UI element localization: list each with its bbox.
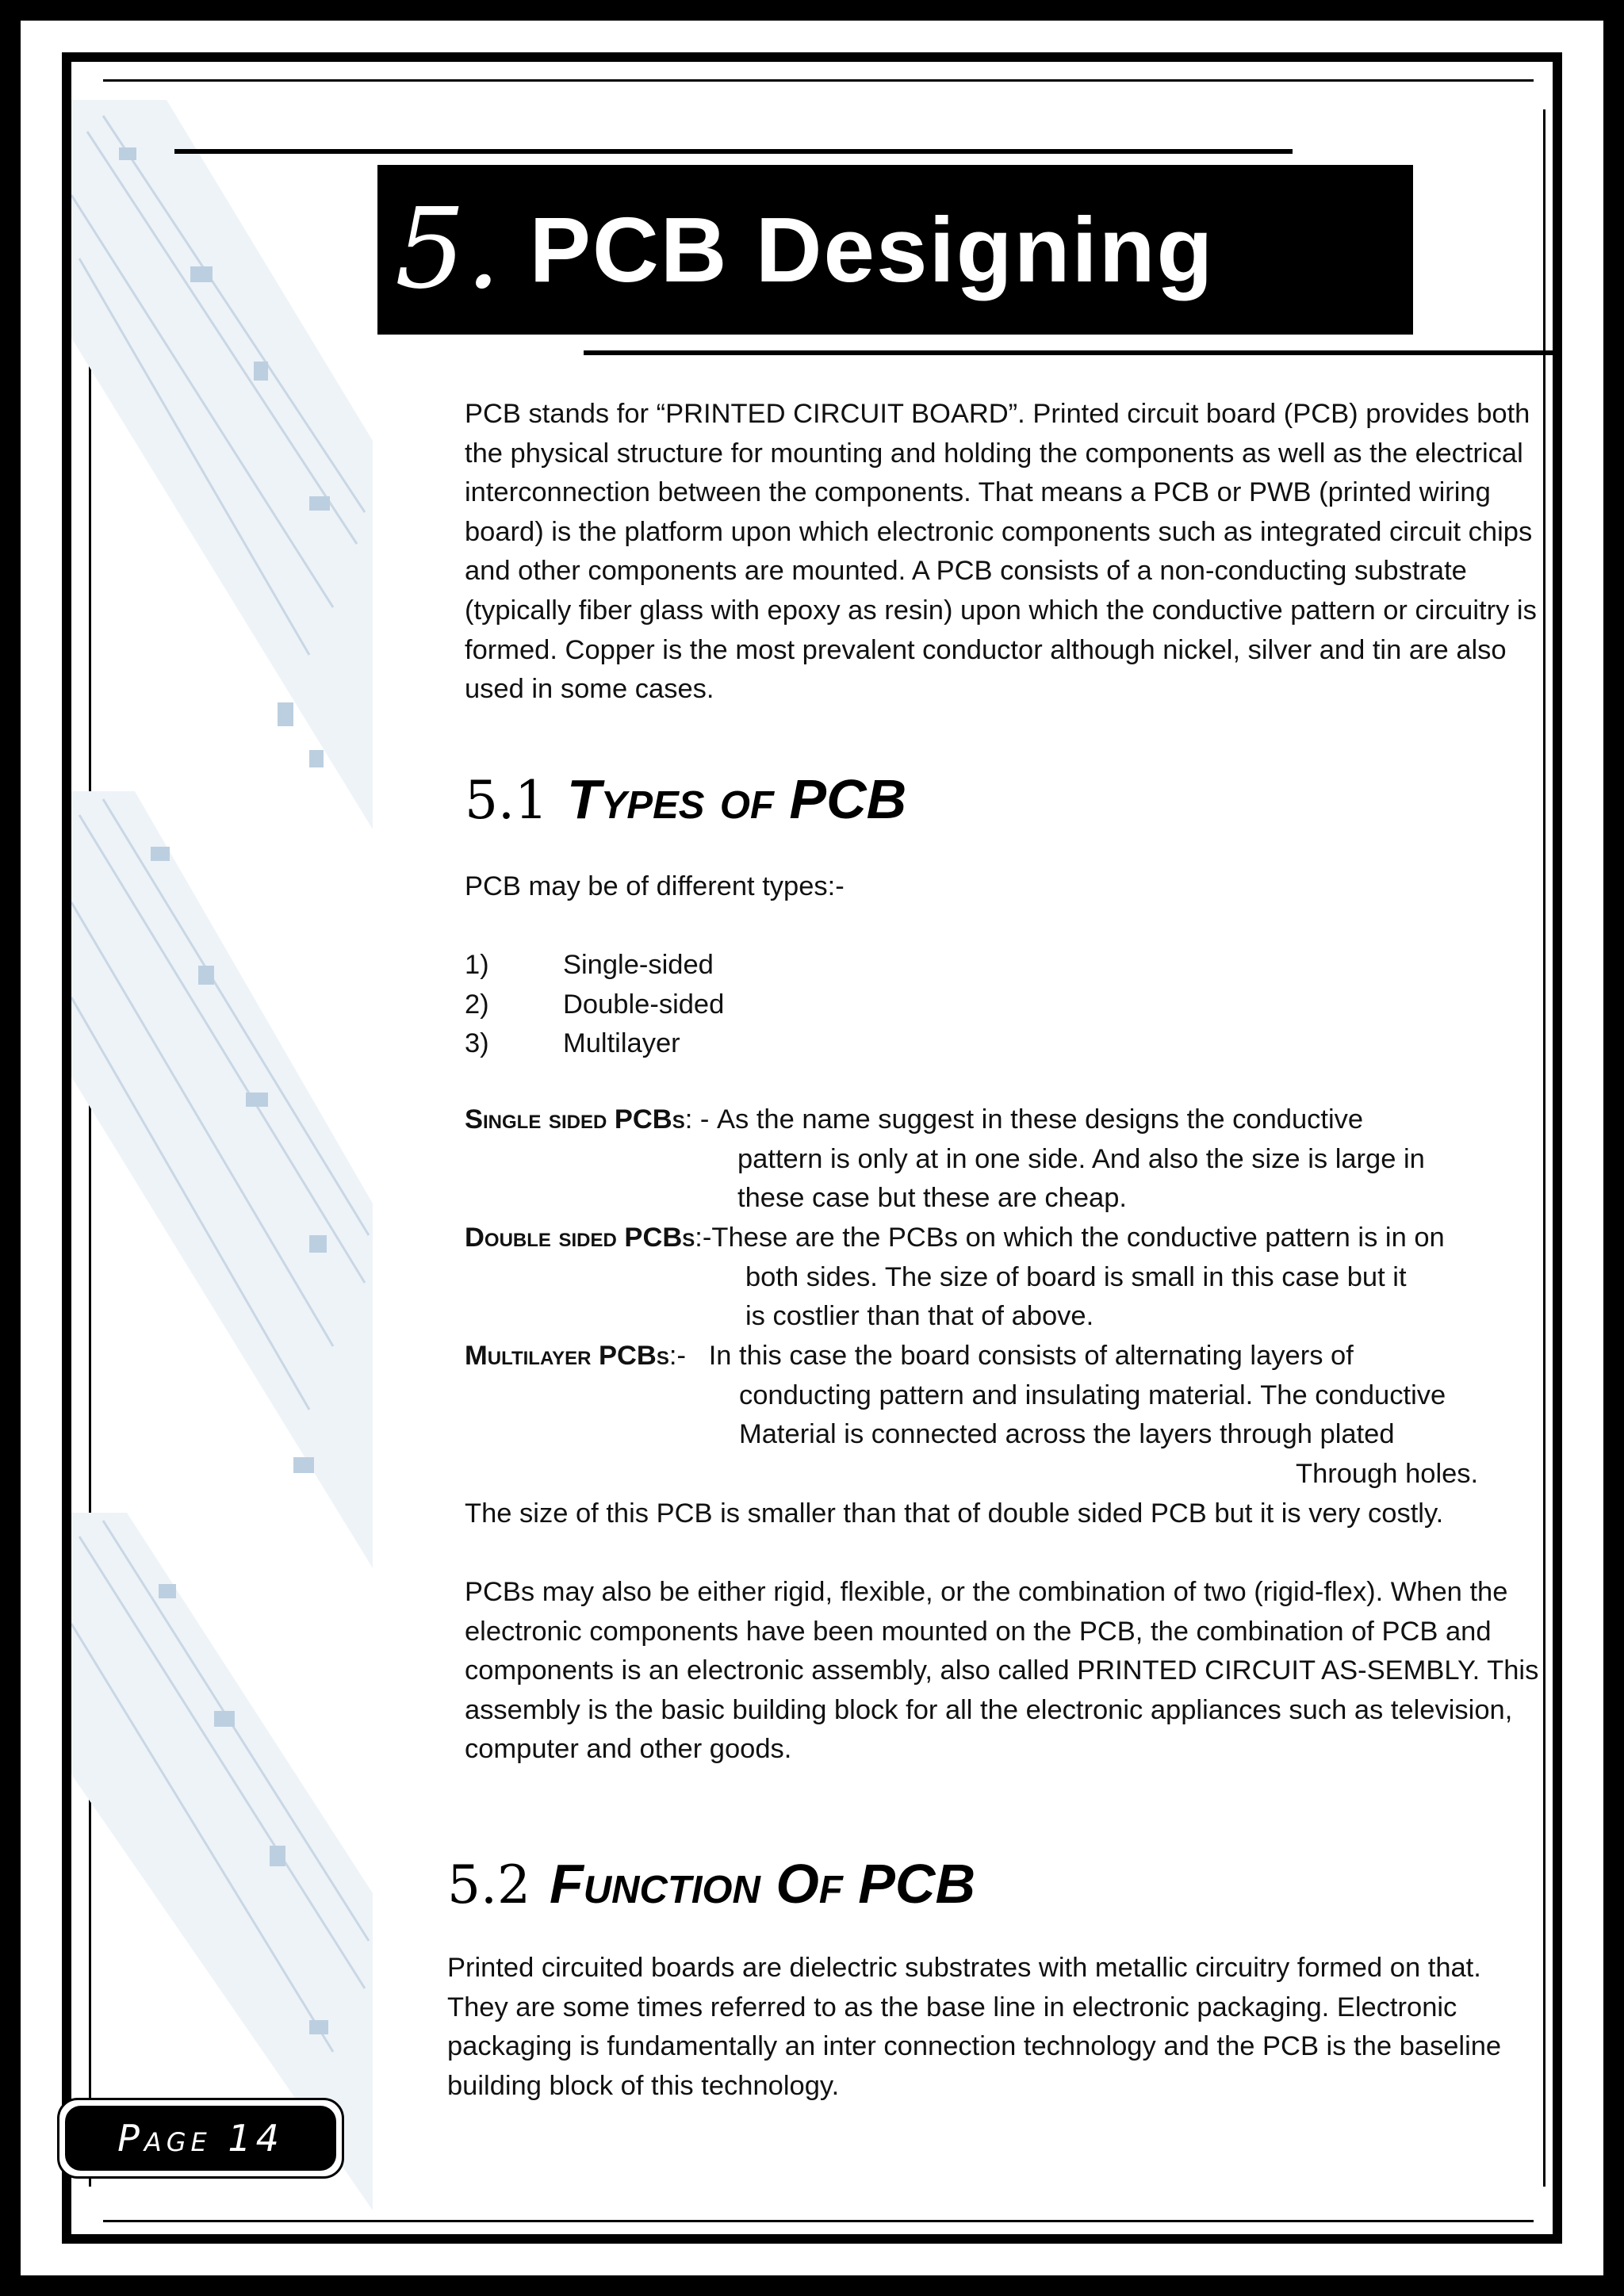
definition-line: Material is connected across the layers through plated [739, 1419, 1395, 1450]
list-number: 1) [465, 950, 489, 980]
definition-line: is costlier than that of above. [745, 1301, 1094, 1332]
definition-single-sided [465, 1100, 1553, 1219]
list-label: Double-sided [563, 989, 725, 1020]
intro-paragraph [465, 395, 1553, 710]
types-list [465, 946, 1178, 1064]
types-lead-text: PCB may be of different types:- [465, 871, 845, 901]
definition-term: Double sided PCBs [465, 1223, 695, 1253]
definition-line: pattern is only at in one side. And also the size is large in [737, 1143, 1425, 1174]
page [71, 62, 1553, 2234]
top-border-line [103, 79, 1534, 82]
section-title: Function Of PCB [549, 1853, 975, 1915]
definition-multilayer [465, 1337, 1553, 1494]
bottom-border-line [103, 2220, 1534, 2222]
circuit-watermark-1 [71, 100, 373, 829]
function-paragraph [447, 1949, 1510, 2106]
list-item [465, 946, 1178, 985]
intro-text: PCB stands for “PRINTED CIRCUIT BOARD”. Printed circuit board (PCB) provides both the physical structure for mounting and holding the components as well as the electrical interconnection between the components. That means a PCB or PWB (printed wiring board) is the platform upon which electronic components such as integrated circuit chips and other components are mounted. A PCB consists of a non-conducting substrate (typically fiber glass with epoxy as resin) upon which the conductive pattern or circuitry is formed. Copper is the most prevalent conductor although nickel, silver and tin are also used in some cases. [465, 399, 1537, 705]
list-label: Multilayer [563, 1028, 680, 1059]
list-number: 2) [465, 989, 489, 1020]
definition-separator: :- [695, 1223, 712, 1253]
definition-line: These are the PCBs on which the conductive pattern is in on [711, 1223, 1445, 1253]
section-heading-function [447, 1852, 975, 1915]
list-number: 3) [465, 1028, 489, 1059]
page-number-badge [57, 2098, 344, 2179]
definition-line: conducting pattern and insulating material. The conductive [739, 1380, 1446, 1410]
section-title: Types of PCB [566, 768, 907, 830]
page-number-label: Page 14 [65, 2106, 336, 2171]
chapter-title-text: PCB Designing [529, 198, 1215, 301]
definition-double-sided [465, 1219, 1553, 1337]
section-number: 5.2 [447, 1854, 530, 1915]
list-label: Single-sided [563, 950, 714, 980]
definition-line: As the name suggest in these designs the conductive [716, 1104, 1364, 1135]
definition-line: In this case the board consists of alternating layers of [708, 1341, 1354, 1371]
circuit-watermark-2 [71, 791, 373, 1568]
definition-separator: :- [668, 1341, 686, 1371]
section-number: 5.1 [465, 770, 548, 831]
size-note-text: The size of this PCB is smaller than that of double sided PCB but it is very costly. [465, 1498, 1444, 1529]
types-lead [465, 867, 1496, 907]
definition-separator: : - [684, 1104, 710, 1135]
size-note [465, 1494, 1553, 1534]
list-item [465, 1024, 1178, 1064]
title-rule-top [174, 149, 1293, 154]
definition-term: Multilayer PCBs [465, 1341, 669, 1371]
rigid-flex-text: PCBs may also be either rigid, flexible, or the combination of two (rigid-flex). When the electronic components have been mounted on the PCB, the combination of PCB and components is an electronic assembly, also called PRINTED CIRCUIT AS-SEMBLY. This assembly is the basic building block for all the electronic appliances such as television, computer and other goods. [465, 1577, 1539, 1765]
definition-line: these case but these are cheap. [737, 1183, 1128, 1214]
definition-term: Single sided PCBs [465, 1104, 685, 1135]
definition-line: Through holes. [1296, 1458, 1479, 1489]
chapter-number: 5. [395, 185, 501, 314]
chapter-title [377, 165, 1413, 335]
title-rule-bottom [584, 350, 1553, 355]
function-text: Printed circuited boards are dielectric substrates with metallic circuitry formed on that. They are some times referred to as the base line in electronic packaging. Electronic packaging is fundamentally an inter connection technology and the PCB is the baseline building block of this technology. [447, 1953, 1502, 2101]
list-item [465, 985, 1178, 1025]
rigid-flex-paragraph [465, 1573, 1553, 1770]
section-heading-types [465, 767, 906, 831]
definition-line: both sides. The size of board is small in this case but it [745, 1261, 1407, 1292]
page-frame [62, 52, 1562, 2244]
page-frame-outer [21, 21, 1603, 2275]
